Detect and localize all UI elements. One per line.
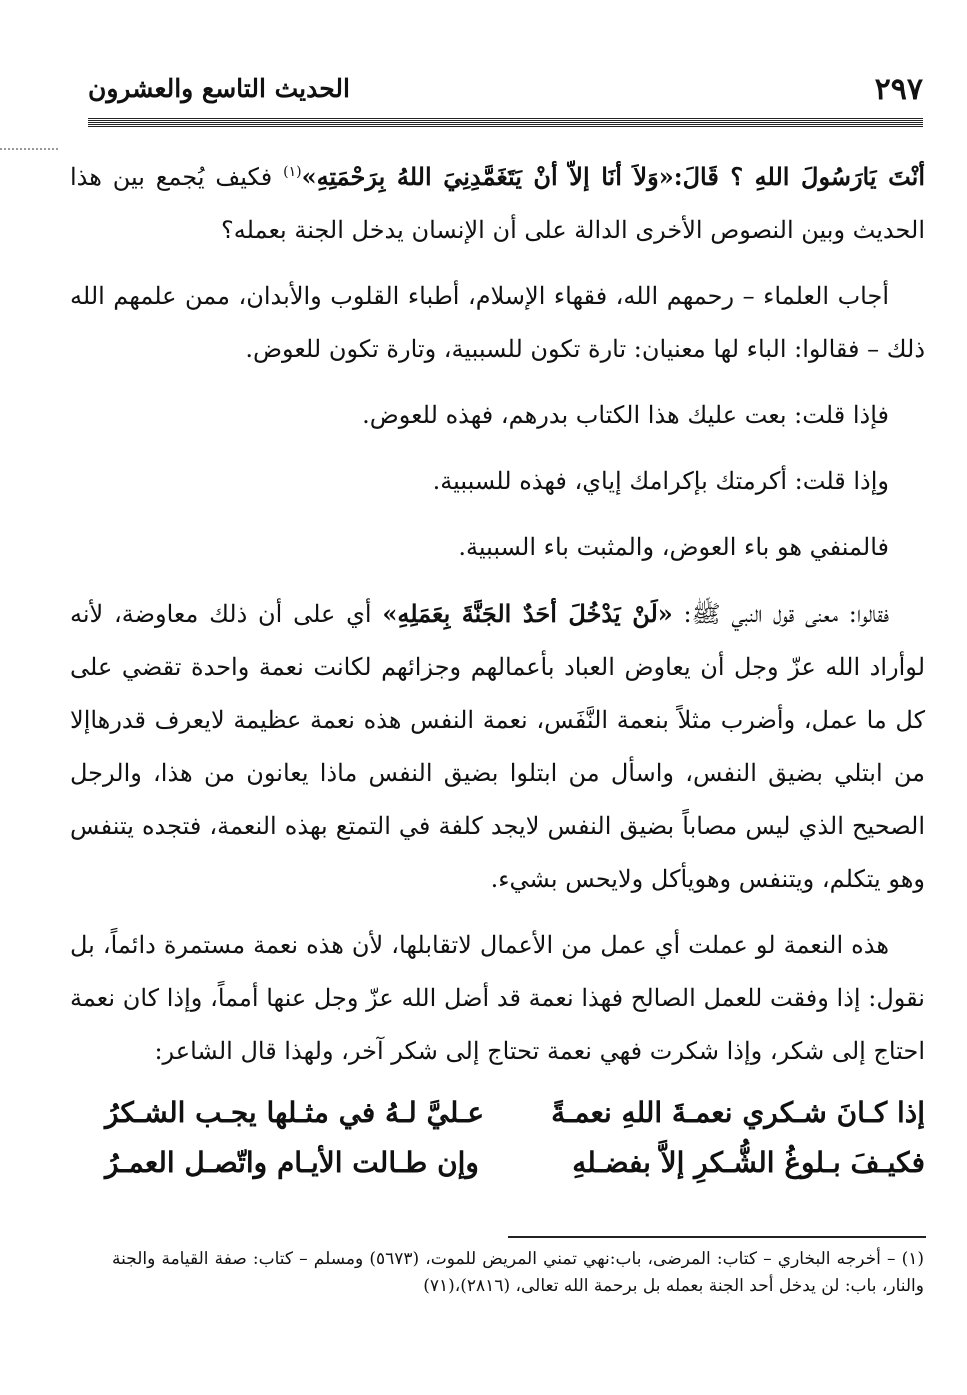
poem [105,1088,925,1188]
running-title: الحديث التاسع والعشرون [88,74,350,103]
poem-line-2-first-hemistich: فكيـفَ بـلوغُ الشُّـكرِ إلاَّ بفضـلهِ [572,1146,925,1179]
header-divider [88,118,923,128]
hadith-quote-1: أنْتَ يَارَسُولَ اللهِ ؟ قَالَ:«وَلاَ أنَا إلاّ أنْ يَتَغَمَّدِنِيَ اللهُ بِرَحْمَتِهِ» [301,162,926,191]
footnote-divider [508,1236,926,1238]
paragraph-6-start: فقالوا: معنى قول النبي ﷺ: [672,600,890,628]
paragraph-5: فالمنفي هو باء العوض، والمثبت باء السببية. [458,533,889,561]
paragraph-1-rest: فكيف يُجمع بين هذا الحديث وبين النصوص الأخرى الدالة على أن الإنسان يدخل الجنة بعمله؟ [70,163,925,244]
paragraph-4: وإذا قلت: أكرمتك بإكرامك إياي، فهذه للسببية. [432,467,889,495]
poem-line-1 [105,1088,925,1138]
paragraph-1 [70,150,925,257]
poem-line-1-first-hemistich: إذا كـانَ شـكري نعمـةَ اللهِ نعمـةً [551,1096,925,1129]
poem-line-2-second-hemistich: وإن طـالت الأيـام واتّصـل العمـرُ [105,1146,479,1179]
hadith-quote-2: «لَنْ يَدْخُلَ أحَدٌ الجَنَّةَ بِعَمَلِهِ» [382,599,673,628]
paragraph-7: هذه النعمة لو عملت أي عمل من الأعمال لاتقابلها، لأن هذه نعمة مستمرة دائماً، بل نقول: إذا وفقت للعمل الصالح فهذا نعمة قد أضل الله عزّ وجل عنها أمماً، وإذا كان نعمة احتاج إلى شكر، وإذا شكرت فهي نعمة تحتاج إلى شكر آخر، ولهذا قال الشاعر: [70,931,925,1065]
footnote [112,1246,924,1300]
paragraph-6-rest: أي على أن ذلك معاوضة، لأنه لوأراد الله عزّ وجل أن يعاوض العباد بأعمالهم وجزائهم لكانت نعمة واحدة تقضي على كل ما عمل، وأضرب مثلاً بنعمة النَّفَس، نعمة النفس هذه نعمة عظيمة لايعرف قدرهاإلا من ابتلي بضيق النفس، واسأل من ابتلوا بضيق النفس ماذا يعانون من هذا، والرجل الصحيح الذي ليس مصاباً بضيق النفس لايجد كلفة في التمتع بهذه النعمة، فتجده يتنفس وهو يتكلم، ويتنفس وهويأكل ولايحس بشيء. [70,600,926,893]
paragraph-3: فإذا قلت: بعت عليك هذا الكتاب بدرهم، فهذه للعوض. [362,401,889,429]
poem-line-2 [105,1138,925,1188]
poem-line-1-second-hemistich: عـليَّ لـهُ في مثـلها يجـب الشـكرُ [105,1096,485,1129]
paragraph-6 [70,587,925,906]
margin-mark [0,148,60,150]
paragraph-2: أجاب العلماء – رحمهم الله، فقهاء الإسلام، أطباء القلوب والأبدان، ممن علمهم الله ذلك – فقالوا: الباء لها معنيان: تارة تكون للسببية، وتارة تكون للعوض. [70,282,925,363]
page-number: ٢٩٧ [874,72,923,107]
page-header [88,72,923,112]
footnote-text: (١) – أخرجه البخاري – كتاب: المرضى، باب:نهي تمني المريض للموت، (٥٦٧٣) ومسلم – كتاب: صفة القيامة والجنة والنار، باب: لن يدخل أحد الجنة بعمله بل برحمة الله تعالى، (٢٨١٦)،(٧١) [112,1249,924,1296]
footnote-marker: (١) [283,164,302,180]
body-text [70,150,925,1091]
